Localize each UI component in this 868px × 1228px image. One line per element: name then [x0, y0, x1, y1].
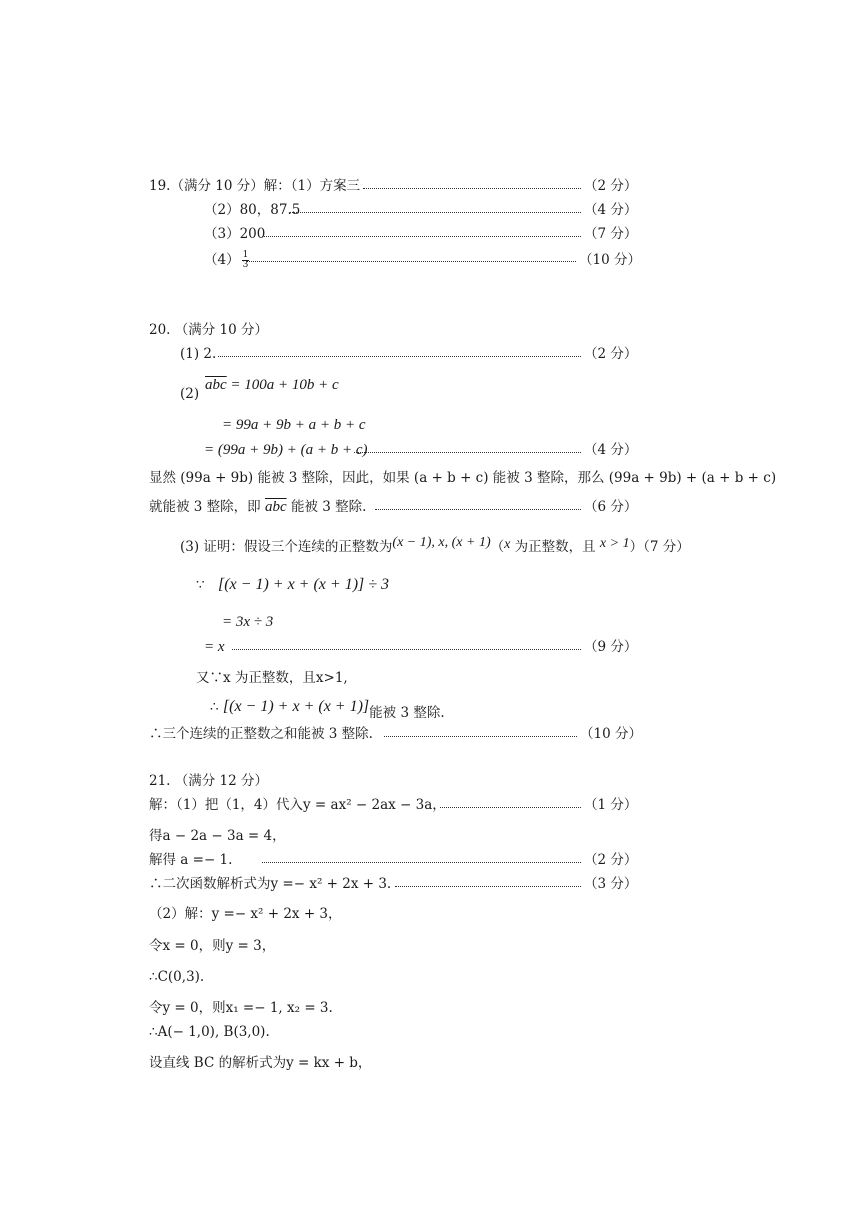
q21-line5: （2）解：y =− x² + 2x + 3， [149, 906, 342, 922]
q21-line2: 得a − 2a − 3a = 4， [149, 828, 286, 844]
q21-line7: ∴C(0,3). [149, 969, 205, 985]
q19-score-2: （4 分） [584, 202, 638, 218]
q20-eq3: = (99a + 9b) + (a + b + c) [204, 442, 368, 458]
leader-dots [375, 509, 581, 510]
abc-overline: $\overline{abc}$ [205, 377, 227, 393]
q20-header: 20. （满分 10 分） [149, 322, 269, 338]
q20-eq1-rhs: = 100a + 10b + c [230, 377, 339, 393]
q20-part3-b: (x − 1), x, (x + 1) [392, 535, 491, 550]
q19-part2: （2）80，87.5 [204, 202, 301, 218]
q20-part3-g: ）（7 分） [629, 539, 690, 555]
q19-score-1: （2 分） [584, 178, 638, 194]
q20-eq5: = 3x ÷ 3 [222, 614, 274, 630]
q21-line4: ∴二次函数解析式为y =− x² + 2x + 3. [149, 876, 392, 892]
q20-part3 [180, 537, 690, 558]
q19-part4 [204, 250, 251, 270]
abc-overline: $\overline{abc}$ [264, 499, 287, 515]
q21-line10: 设直线 BC 的解析式为y = kx + b， [149, 1055, 372, 1071]
q20-part1: (1) 2. [180, 346, 217, 362]
leader-dots [354, 452, 581, 453]
leader-dots [384, 736, 577, 737]
q19-part4-label: （4） [204, 252, 240, 268]
leader-dots [218, 356, 581, 357]
q21-line1: 解：（1）把（1，4）代入y = ax² − 2ax − 3a， [149, 797, 446, 813]
q20-part3-f: x > 1 [599, 536, 630, 551]
leader-dots [246, 261, 576, 262]
q21-line8: 令y = 0，则x₁ =− 1, x₂ = 3. [149, 1000, 333, 1016]
q21-score-3: （3 分） [584, 876, 638, 892]
q20-eq6: = x [204, 639, 225, 655]
q20-score-3: （6 分） [584, 499, 638, 515]
q19-score-3: （7 分） [584, 226, 638, 242]
q20-explanation-a: 显然 (99a + 9b) 能被 3 整除，因此，如果 (a + b + c) 能被 3 整除，那么 (99a + 9b) + (a + b + c) [149, 470, 777, 486]
q20-eq7: [(x − 1) + x + (x + 1)] [222, 698, 370, 715]
q20-part2-label: (2) [180, 386, 200, 402]
leader-dots [290, 212, 581, 213]
q20-conclusion: ∴三个连续的正整数之和能被 3 整除. [149, 726, 373, 742]
q21-score-1: （1 分） [584, 797, 638, 813]
leader-dots [232, 649, 581, 650]
leader-dots [262, 236, 581, 237]
q21-line9: ∴A(− 1,0), B(3,0). [149, 1024, 270, 1040]
fraction-denominator: 3 [242, 260, 249, 270]
fraction-numerator: 1 [242, 250, 249, 260]
leader-dots [262, 862, 581, 863]
q21-line6: 令x = 0，则y = 3， [149, 938, 276, 954]
q20-therefore [210, 697, 445, 721]
q20-score-2: （4 分） [584, 442, 638, 458]
q20-part3-a: (3) 证明：假设三个连续的正整数为 [180, 539, 393, 555]
q20-part3-e: 为正整数，且 [510, 539, 600, 555]
q21-header: 21. （满分 12 分） [149, 773, 269, 789]
q20-explanation-b1: 就能被 3 整除，即 [149, 499, 261, 515]
q21-score-2: （2 分） [584, 852, 638, 868]
q20-div3: 能被 3 整除. [369, 705, 445, 721]
q20-score-4: （9 分） [584, 639, 638, 655]
leader-dots [440, 807, 581, 808]
q20-also: 又∵x 为正整数，且x>1, [196, 670, 348, 686]
q20-eq4: [(x − 1) + x + (x + 1)] ÷ 3 [218, 576, 390, 593]
q20-score-5: （10 分） [580, 726, 642, 742]
q20-part3-d: x [504, 537, 511, 552]
q20-eq1 [205, 375, 339, 395]
q20-score-1: （2 分） [584, 346, 638, 362]
q19-score-4: （10 分） [579, 252, 641, 268]
because-symbol: ∵ [196, 577, 205, 593]
q21-line3: 解得 a =− 1. [149, 852, 233, 868]
q20-explanation-b [149, 497, 366, 517]
q20-explanation-b2: 能被 3 整除. [290, 499, 367, 515]
q19-part3: （3）200 [204, 226, 266, 242]
q20-part3-c: （ [490, 539, 505, 555]
q19-header: 19.（满分 10 分）解：（1）方案三 [149, 178, 361, 194]
leader-dots [395, 886, 581, 887]
therefore-symbol: ∴ [210, 699, 219, 715]
leader-dots [363, 188, 581, 189]
q20-eq2: = 99a + 9b + a + b + c [222, 417, 366, 433]
